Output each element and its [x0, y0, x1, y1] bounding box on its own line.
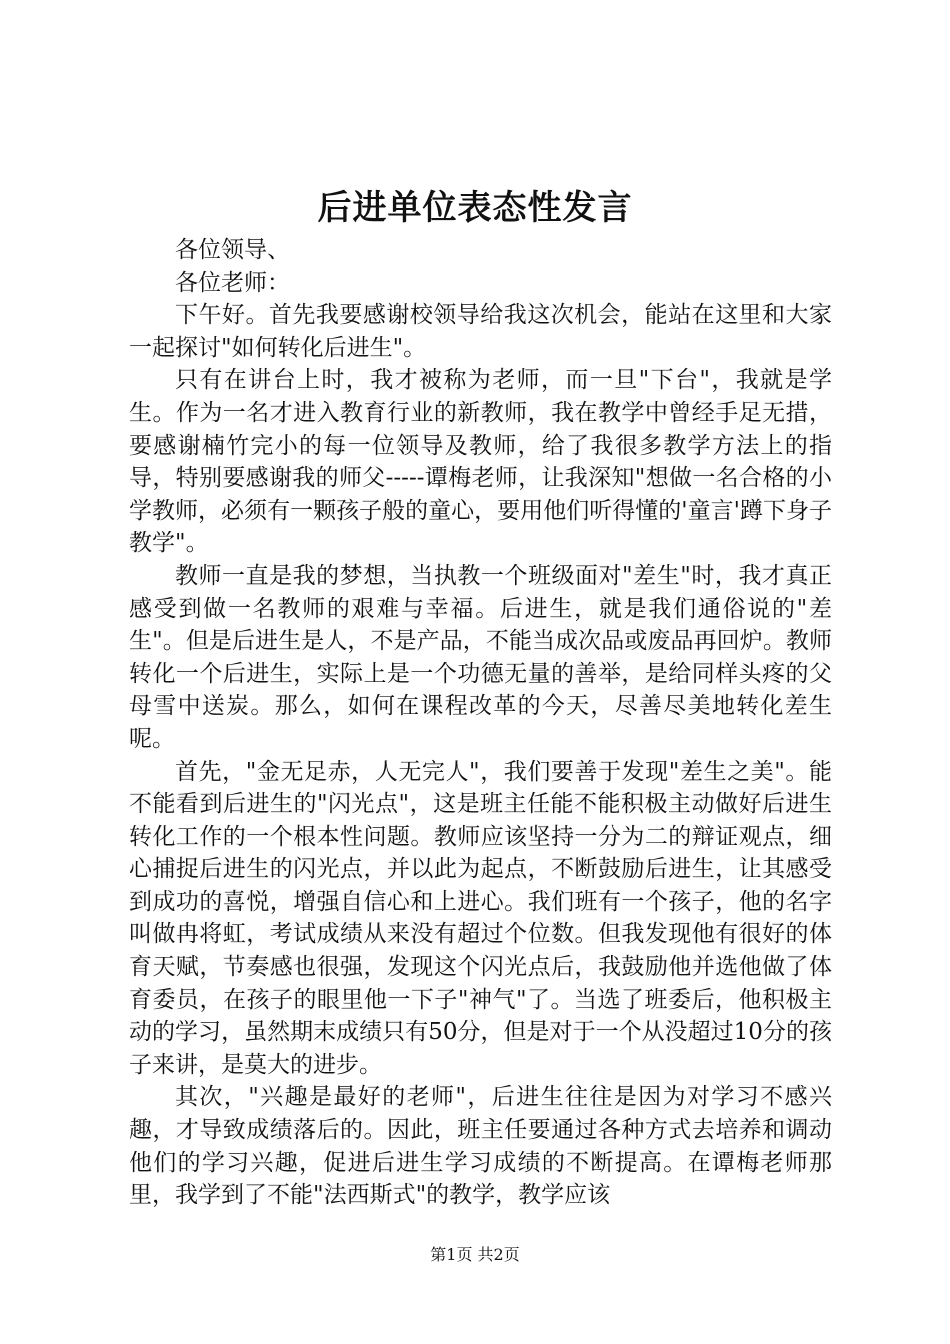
paragraph-second-point: 其次，"兴趣是最好的老师"，后进生往往是因为对学习不感兴趣，才导致成绩落后的。因此，班主任要通过各种方式去培养和调动他们的学习兴趣，促进后进生学习成绩的不断提高。在谭梅老师那里，我学到了不能"法西斯式"的教学，教学应该 [129, 1084, 832, 1209]
document-title: 后进单位表态性发言 [317, 188, 633, 228]
paragraph-gratitude: 只有在讲台上时，我才被称为老师，而一旦"下台"，我就是学生。作为一名才进入教育行业的新教师，我在教学中曾经手足无措，要感谢楠竹完小的每一位领导及教师，给了我很多教学方法上的指导，特别要感谢我的师父-----谭梅老师，让我深知"想做一名合格的小学教师，必须有一颗孩子般的童心，要用他们听得懂的'童言'蹲下身子教学"。 [129, 367, 832, 557]
paragraph-greeting: 下午好。首先我要感谢校领导给我这次机会，能站在这里和大家一起探讨"如何转化后进生"。 [129, 302, 832, 361]
paragraph-first-point: 首先，"金无足赤，人无完人"，我们要善于发现"差生之美"。能不能看到后进生的"闪光点"，这是班主任能不能积极主动做好后进生转化工作的一个根本性问题。教师应该坚持一分为二的辩证观点，细心捕捉后进生的闪光点，并以此为起点，不断鼓励后进生，让其感受到成功的喜悦，增强自信心和上进心。我们班有一个孩子，他的名字叫做冉将虹，考试成绩从来没有超过个位数。但我发现他有很好的体育天赋，节奏感也很强，发现这个闪光点后，我鼓励他并选他做了体育委员，在孩子的眼里他一下子"神气"了。当选了班委后，他积极主动的学习，虽然期末成绩只有50分，但是对于一个从没超过10分的孩子来讲，是莫大的进步。 [129, 758, 832, 1078]
document-body [129, 234, 832, 1212]
paragraph-dream: 教师一直是我的梦想，当执教一个班级面对"差生"时，我才真正感受到做一名教师的艰难与幸福。后进生，就是我们通俗说的"差生"。但是后进生是人，不是产品，不能当成次品或废品再回炉。教师转化一个后进生，实际上是一个功德无量的善举，是给同样头疼的父母雪中送炭。那么，如何在课程改革的今天，尽善尽美地转化差生呢。 [129, 562, 832, 752]
salutation-teachers: 各位老师： [175, 269, 290, 296]
salutation-leaders: 各位领导、 [175, 237, 290, 263]
page-number-footer: 第1页 共2页 [430, 1245, 520, 1264]
